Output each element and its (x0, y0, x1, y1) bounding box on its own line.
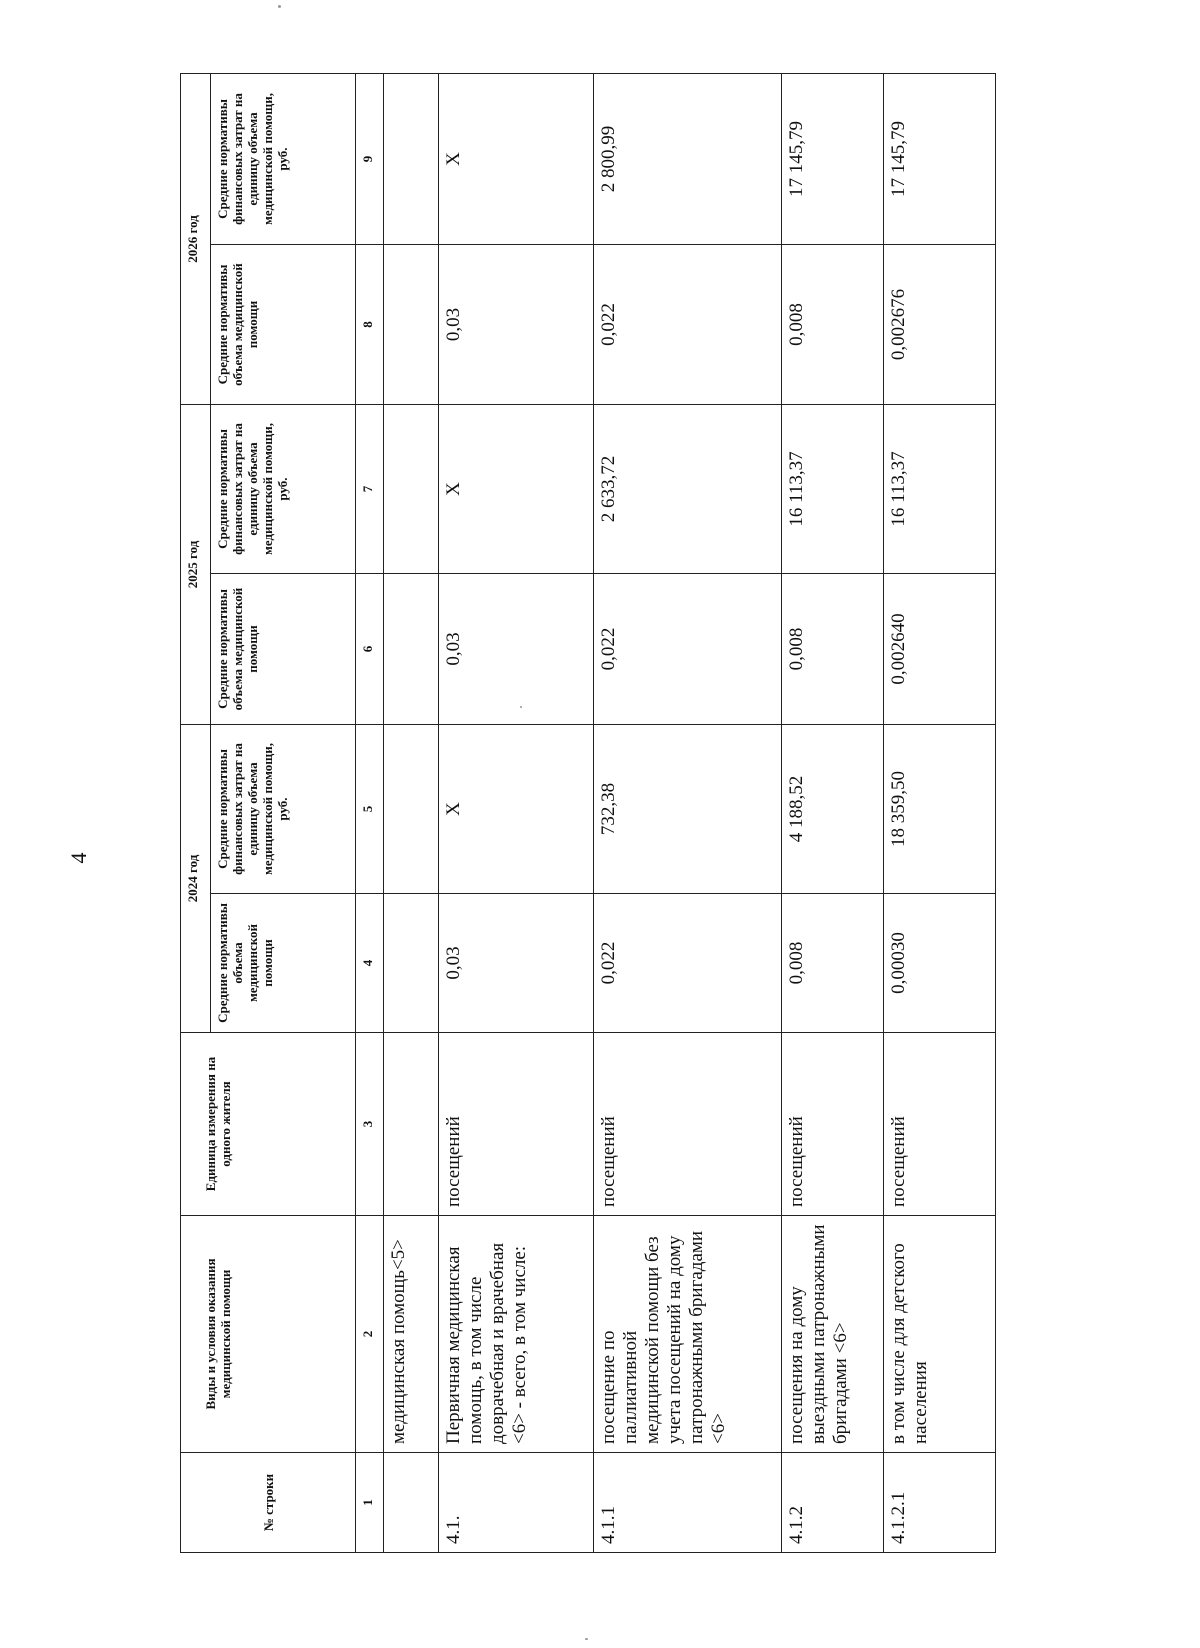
row-cost-2025: 2 633,72 (594, 405, 782, 574)
row-volume-2024: 0,022 (594, 894, 782, 1033)
row-kind: в том числе для детского населения (884, 1216, 996, 1453)
row-cost-2026: 2 800,99 (594, 74, 782, 245)
row-cost-2024: 4 188,52 (782, 725, 884, 894)
column-number: 8 (356, 245, 384, 405)
row-volume-2024: 0,00030 (884, 894, 996, 1033)
header-row-years (181, 74, 211, 1553)
column-number: 2 (356, 1216, 384, 1453)
column-number: 9 (356, 74, 384, 245)
row-unit: посещений (884, 1033, 996, 1216)
row-unit: посещений (782, 1033, 884, 1216)
row-kind: посещение по паллиативной медицинской помощи без учета посещений на дому патронажными бригадами <6> (594, 1216, 782, 1453)
row-code: 4.1. (439, 1453, 594, 1553)
row-cost-2025 (384, 405, 439, 574)
row-volume-2025: 0,008 (782, 574, 884, 725)
table-row (384, 74, 439, 1553)
row-cost-2024: 732,38 (594, 725, 782, 894)
column-number: 6 (356, 574, 384, 725)
row-volume-2025: 0,002640 (884, 574, 996, 725)
row-volume-2026: 0,022 (594, 245, 782, 405)
row-code: 4.1.1 (594, 1453, 782, 1553)
row-cost-2026 (384, 74, 439, 245)
page-number: 4 (66, 852, 91, 864)
row-cost-2024: 18 359,50 (884, 725, 996, 894)
table-row (884, 74, 996, 1553)
row-volume-2026: 0,002676 (884, 245, 996, 405)
row-kind: медицинская помощь<5> (384, 1216, 439, 1453)
row-cost-2026: X (439, 74, 594, 245)
row-cost-2025: 16 113,37 (884, 405, 996, 574)
header-cost-2024: Средние нормативы финансовых затрат на единицу объема медицинской помощи, руб. (211, 725, 356, 894)
row-cost-2024 (384, 725, 439, 894)
scan-speck (278, 5, 281, 8)
column-number: 5 (356, 725, 384, 894)
header-row-no: № строки (181, 1453, 356, 1553)
row-code (384, 1453, 439, 1553)
header-volume-2025: Средние нормативы объема медицинской помощи (211, 574, 356, 725)
header-volume-2024: Средние нормативы объема медицинской помощи (211, 894, 356, 1033)
row-volume-2026 (384, 245, 439, 405)
row-cost-2026: 17 145,79 (884, 74, 996, 245)
table-row (594, 74, 782, 1553)
column-number: 4 (356, 894, 384, 1033)
column-number: 7 (356, 405, 384, 574)
table-row (439, 74, 594, 1553)
row-volume-2025: 0,022 (594, 574, 782, 725)
rotated-table-wrapper (180, 74, 995, 1553)
column-number-row (356, 74, 384, 1553)
header-year-2026: 2026 год (181, 74, 211, 405)
row-cost-2026: 17 145,79 (782, 74, 884, 245)
row-volume-2024 (384, 894, 439, 1033)
header-kind: Виды и условия оказания медицинской помощи (181, 1216, 356, 1453)
row-volume-2024: 0,03 (439, 894, 594, 1033)
row-volume-2025 (384, 574, 439, 725)
header-cost-2026: Средние нормативы финансовых затрат на единицу объема медицинской помощи, руб. (211, 74, 356, 245)
row-cost-2025: 16 113,37 (782, 405, 884, 574)
row-cost-2024: X (439, 725, 594, 894)
scan-speck (585, 1638, 588, 1640)
row-kind: посещения на дому выездными патронажными бригадами <6> (782, 1216, 884, 1453)
row-kind: Первичная медицинская помощь, в том числе доврачебная и врачебная <6> - всего, в том числе: (439, 1216, 594, 1453)
column-number: 1 (356, 1453, 384, 1553)
header-volume-2026: Средние нормативы объема медицинской помощи (211, 245, 356, 405)
header-year-2025: 2025 год (181, 405, 211, 725)
column-number: 3 (356, 1033, 384, 1216)
header-unit: Единица измерения на одного жителя (181, 1033, 356, 1216)
row-volume-2025: 0,03 (439, 574, 594, 725)
header-cost-2025: Средние нормативы финансовых затрат на единицу объема медицинской помощи, руб. (211, 405, 356, 574)
row-volume-2024: 0,008 (782, 894, 884, 1033)
row-volume-2026: 0,03 (439, 245, 594, 405)
medical-norms-table (180, 73, 996, 1553)
row-volume-2026: 0,008 (782, 245, 884, 405)
row-code: 4.1.2 (782, 1453, 884, 1553)
table-row (782, 74, 884, 1553)
row-code: 4.1.2.1 (884, 1453, 996, 1553)
row-unit: посещений (439, 1033, 594, 1216)
row-unit: посещений (594, 1033, 782, 1216)
row-cost-2025: X (439, 405, 594, 574)
header-year-2024: 2024 год (181, 725, 211, 1033)
row-unit (384, 1033, 439, 1216)
